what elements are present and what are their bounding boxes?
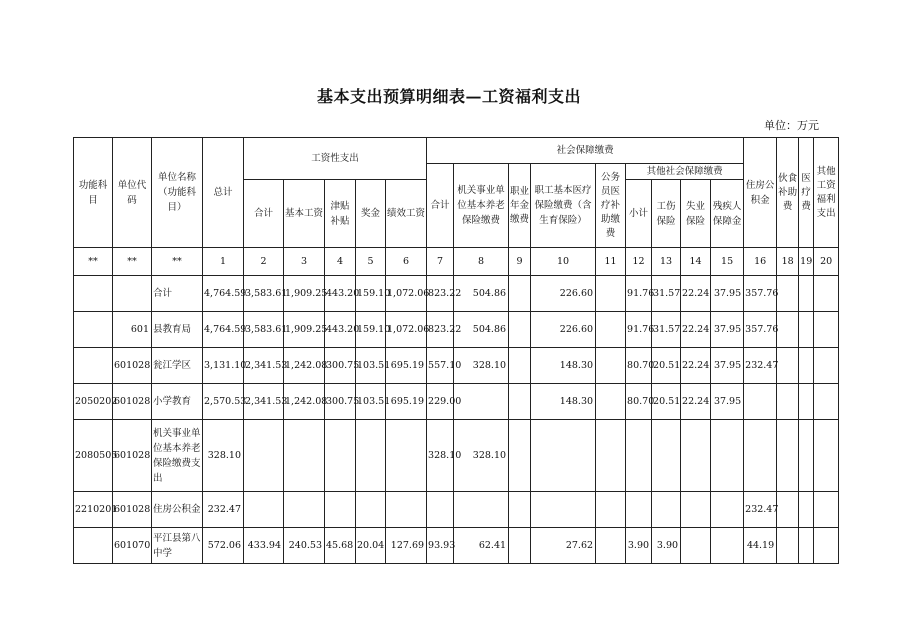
cell-func (74, 276, 113, 312)
index-cell: 11 (596, 248, 626, 276)
header-disability: 残疾人保障金 (711, 180, 744, 248)
cell-annuity (509, 312, 531, 348)
cell-other (814, 492, 839, 528)
table-row (74, 384, 839, 420)
cell-allow: 443.20 (325, 276, 356, 312)
cell-medical: 27.62 (531, 528, 596, 564)
cell-allow (325, 492, 356, 528)
cell-code: 601028 (113, 420, 152, 492)
cell-annuity (509, 528, 531, 564)
cell-name: 小学教育 (152, 384, 203, 420)
cell-civil (596, 276, 626, 312)
header-housing: 住房公积金 (744, 138, 777, 248)
cell-unemp: 22.24 (681, 348, 711, 384)
cell-name: 机关事业单位基本养老保险缴费支出 (152, 420, 203, 492)
header-allowance: 津贴补贴 (325, 180, 356, 248)
cell-func: 2050202 (74, 384, 113, 420)
cell-code: 601028 (113, 492, 152, 528)
cell-annuity (509, 492, 531, 528)
cell-bonus: 20.04 (356, 528, 386, 564)
cell-basic: 1,909.25 (284, 276, 325, 312)
cell-s_sum: 93.93 (427, 528, 454, 564)
cell-injury: 3.90 (652, 528, 681, 564)
table-row (74, 420, 839, 492)
cell-pension: 328.10 (454, 348, 509, 384)
table-row (74, 276, 839, 312)
cell-bonus (356, 420, 386, 492)
cell-s_sum: 823.22 (427, 312, 454, 348)
index-cell: 14 (681, 248, 711, 276)
table-row (74, 348, 839, 384)
cell-s_sum: 229.00 (427, 384, 454, 420)
cell-unemp (681, 528, 711, 564)
table-row (74, 528, 839, 564)
cell-meal (777, 528, 799, 564)
cell-bonus: 103.51 (356, 384, 386, 420)
cell-func (74, 312, 113, 348)
cell-other (814, 528, 839, 564)
cell-w_sum: 433.94 (244, 528, 284, 564)
cell-unemp: 22.24 (681, 384, 711, 420)
header-unit-name: 单位名称（功能科目） (152, 138, 203, 248)
index-cell: 9 (509, 248, 531, 276)
index-cell: ** (74, 248, 113, 276)
cell-disab: 37.95 (711, 348, 744, 384)
cell-name: 平江县第八中学 (152, 528, 203, 564)
cell-total: 328.10 (203, 420, 244, 492)
cell-meal (777, 492, 799, 528)
cell-pension (454, 492, 509, 528)
cell-meal (777, 384, 799, 420)
index-cell: 18 (777, 248, 799, 276)
cell-medical (531, 420, 596, 492)
index-cell: 12 (626, 248, 652, 276)
cell-housing: 232.47 (744, 492, 777, 528)
cell-w_sum: 2,341.53 (244, 348, 284, 384)
cell-other (814, 384, 839, 420)
cell-medfee (799, 492, 814, 528)
header-basic-wage: 基本工资 (284, 180, 325, 248)
cell-housing: 357.76 (744, 312, 777, 348)
cell-w_sum (244, 420, 284, 492)
cell-civil (596, 420, 626, 492)
index-row (74, 248, 839, 276)
header-social-sum: 合计 (427, 164, 454, 248)
cell-basic: 1,242.08 (284, 384, 325, 420)
index-cell: 15 (711, 248, 744, 276)
cell-code: 601028 (113, 348, 152, 384)
cell-perf: 695.19 (386, 348, 427, 384)
cell-injury (652, 420, 681, 492)
cell-disab (711, 528, 744, 564)
cell-disab: 37.95 (711, 384, 744, 420)
header-total: 总计 (203, 138, 244, 248)
cell-bonus: 159.10 (356, 276, 386, 312)
cell-medical: 148.30 (531, 348, 596, 384)
cell-sub: 91.76 (626, 312, 652, 348)
cell-allow: 45.68 (325, 528, 356, 564)
cell-s_sum: 557.10 (427, 348, 454, 384)
cell-disab (711, 492, 744, 528)
header-unit-code: 单位代码 (113, 138, 152, 248)
header-meal: 伙食补助费 (777, 138, 799, 248)
cell-unemp (681, 492, 711, 528)
cell-civil (596, 528, 626, 564)
cell-total: 2,570.53 (203, 384, 244, 420)
cell-basic: 1,242.08 (284, 348, 325, 384)
cell-code: 601 (113, 312, 152, 348)
budget-table (73, 137, 839, 564)
cell-medical: 226.60 (531, 276, 596, 312)
cell-perf: 127.69 (386, 528, 427, 564)
cell-bonus: 159.10 (356, 312, 386, 348)
cell-meal (777, 276, 799, 312)
cell-func: 2210201 (74, 492, 113, 528)
cell-perf: 1,072.06 (386, 276, 427, 312)
cell-annuity (509, 276, 531, 312)
cell-civil (596, 492, 626, 528)
cell-unemp: 22.24 (681, 276, 711, 312)
index-cell: ** (113, 248, 152, 276)
index-cell: 4 (325, 248, 356, 276)
index-cell: 16 (744, 248, 777, 276)
cell-total: 572.06 (203, 528, 244, 564)
cell-injury: 31.57 (652, 276, 681, 312)
table-row (74, 312, 839, 348)
index-cell: ** (152, 248, 203, 276)
page-title: 基本支出预算明细表—工资福利支出 (316, 87, 581, 106)
cell-housing: 232.47 (744, 348, 777, 384)
cell-meal (777, 420, 799, 492)
index-cell: 6 (386, 248, 427, 276)
cell-sub: 3.90 (626, 528, 652, 564)
header-wage-sum: 合计 (244, 180, 284, 248)
cell-medfee (799, 528, 814, 564)
unit-label: 单位：万元 (764, 119, 819, 132)
header-civil-medical: 公务员医疗补助缴费 (596, 164, 626, 248)
cell-medfee (799, 384, 814, 420)
cell-sub: 80.70 (626, 348, 652, 384)
table-row (74, 492, 839, 528)
cell-meal (777, 348, 799, 384)
cell-sub (626, 420, 652, 492)
cell-pension: 62.41 (454, 528, 509, 564)
header-func-code: 功能科目 (74, 138, 113, 248)
index-cell: 10 (531, 248, 596, 276)
header-unemployment: 失业保险 (681, 180, 711, 248)
cell-code: 601028 (113, 384, 152, 420)
cell-name: 县教育局 (152, 312, 203, 348)
header-pension: 机关事业单位基本养老保险缴费 (454, 164, 509, 248)
index-cell: 3 (284, 248, 325, 276)
index-cell: 5 (356, 248, 386, 276)
header-bonus: 奖金 (356, 180, 386, 248)
cell-allow (325, 420, 356, 492)
cell-bonus (356, 492, 386, 528)
cell-s_sum: 328.10 (427, 420, 454, 492)
header-subtotal: 小计 (626, 180, 652, 248)
cell-unemp: 22.24 (681, 312, 711, 348)
index-cell: 7 (427, 248, 454, 276)
cell-annuity (509, 348, 531, 384)
cell-housing (744, 420, 777, 492)
cell-disab: 37.95 (711, 276, 744, 312)
cell-perf (386, 492, 427, 528)
cell-meal (777, 312, 799, 348)
header-annuity: 职业年金缴费 (509, 164, 531, 248)
cell-w_sum: 3,583.61 (244, 276, 284, 312)
cell-pension (454, 384, 509, 420)
cell-basic: 1,909.25 (284, 312, 325, 348)
cell-medfee (799, 348, 814, 384)
cell-injury: 20.51 (652, 348, 681, 384)
cell-civil (596, 348, 626, 384)
cell-total: 232.47 (203, 492, 244, 528)
header-other-welfare: 其他工资福利支出 (814, 138, 839, 248)
cell-civil (596, 312, 626, 348)
cell-w_sum: 3,583.61 (244, 312, 284, 348)
cell-name: 合计 (152, 276, 203, 312)
cell-medfee (799, 276, 814, 312)
cell-func (74, 528, 113, 564)
cell-s_sum: 823.22 (427, 276, 454, 312)
cell-bonus: 103.51 (356, 348, 386, 384)
cell-basic (284, 420, 325, 492)
cell-injury: 31.57 (652, 312, 681, 348)
header-medical: 职工基本医疗保险缴费（含生育保险） (531, 164, 596, 248)
cell-sub (626, 492, 652, 528)
cell-housing: 357.76 (744, 276, 777, 312)
cell-allow: 300.75 (325, 348, 356, 384)
cell-sub: 80.70 (626, 384, 652, 420)
cell-basic (284, 492, 325, 528)
cell-civil (596, 384, 626, 420)
header-perf-wage: 绩效工资 (386, 180, 427, 248)
cell-housing: 44.19 (744, 528, 777, 564)
cell-code: 601070 (113, 528, 152, 564)
cell-allow: 300.75 (325, 384, 356, 420)
cell-other (814, 420, 839, 492)
cell-perf: 1,072.06 (386, 312, 427, 348)
cell-sub: 91.76 (626, 276, 652, 312)
index-cell: 1 (203, 248, 244, 276)
header-medical-fee: 医疗费 (799, 138, 814, 248)
cell-name: 住房公积金 (152, 492, 203, 528)
index-cell: 8 (454, 248, 509, 276)
cell-func (74, 348, 113, 384)
cell-total: 4,764.59 (203, 276, 244, 312)
index-cell: 19 (799, 248, 814, 276)
cell-perf (386, 420, 427, 492)
cell-housing (744, 384, 777, 420)
cell-other (814, 312, 839, 348)
cell-total: 3,131.10 (203, 348, 244, 384)
cell-medical: 148.30 (531, 384, 596, 420)
cell-w_sum (244, 492, 284, 528)
cell-perf: 695.19 (386, 384, 427, 420)
cell-other (814, 348, 839, 384)
header-wage: 工资性支出 (244, 138, 427, 180)
cell-medfee (799, 420, 814, 492)
cell-basic: 240.53 (284, 528, 325, 564)
cell-w_sum: 2,341.53 (244, 384, 284, 420)
cell-pension: 504.86 (454, 276, 509, 312)
cell-total: 4,764.59 (203, 312, 244, 348)
cell-s_sum (427, 492, 454, 528)
cell-disab: 37.95 (711, 312, 744, 348)
header-social: 社会保障缴费 (427, 138, 744, 164)
cell-name: 瓮江学区 (152, 348, 203, 384)
cell-code (113, 276, 152, 312)
header-injury: 工伤保险 (652, 180, 681, 248)
cell-allow: 443.20 (325, 312, 356, 348)
cell-medfee (799, 312, 814, 348)
cell-injury: 20.51 (652, 384, 681, 420)
cell-medical: 226.60 (531, 312, 596, 348)
cell-pension: 328.10 (454, 420, 509, 492)
cell-pension: 504.86 (454, 312, 509, 348)
cell-injury (652, 492, 681, 528)
cell-disab (711, 420, 744, 492)
cell-annuity (509, 384, 531, 420)
cell-unemp (681, 420, 711, 492)
cell-annuity (509, 420, 531, 492)
cell-other (814, 276, 839, 312)
index-cell: 2 (244, 248, 284, 276)
cell-func: 2080505 (74, 420, 113, 492)
index-cell: 20 (814, 248, 839, 276)
header-other-social: 其他社会保障缴费 (626, 164, 744, 180)
index-cell: 13 (652, 248, 681, 276)
cell-medical (531, 492, 596, 528)
